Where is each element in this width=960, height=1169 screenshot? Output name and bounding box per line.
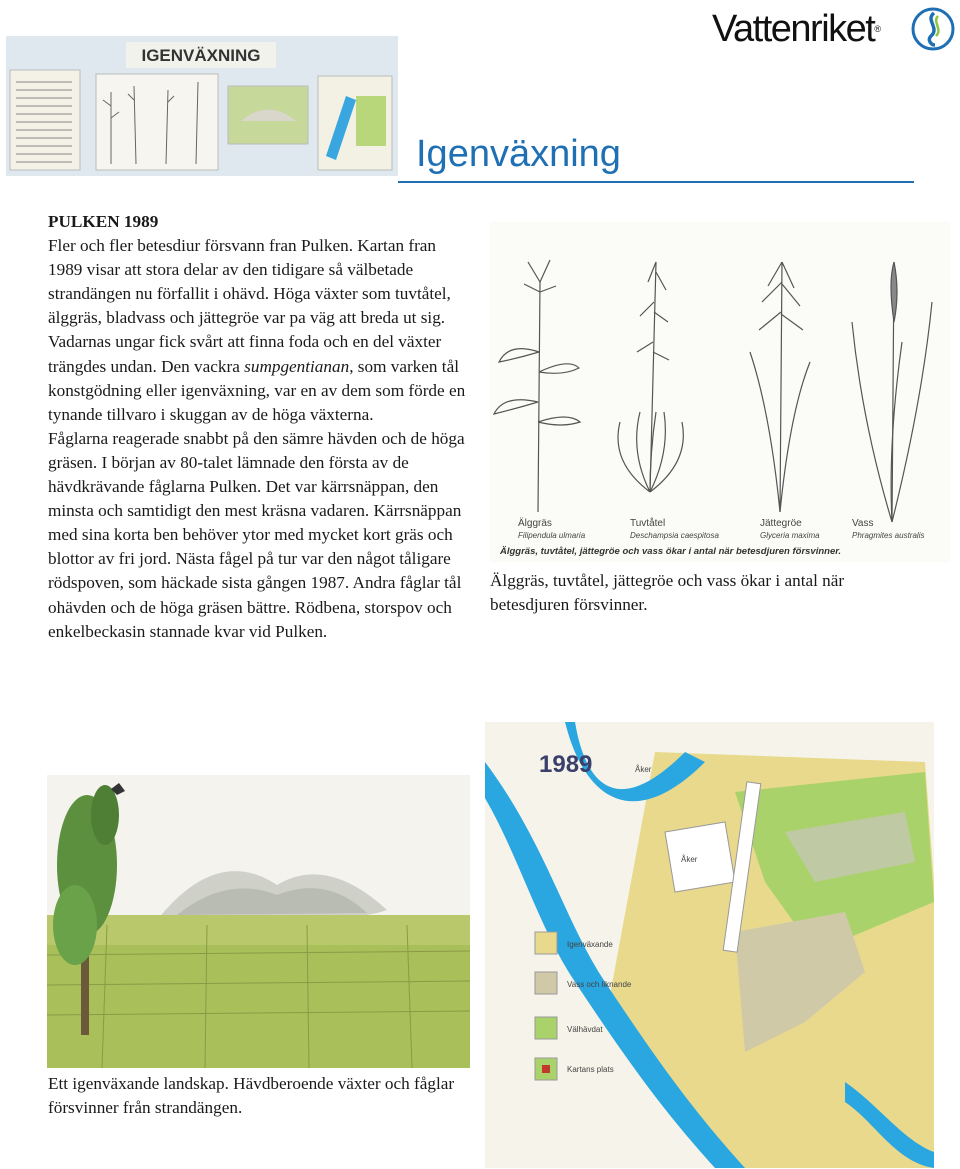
map-aker-label: Åker	[681, 855, 698, 864]
plant-name-tuvtatel: Tuvtåtel	[630, 518, 666, 529]
vattenriket-logo	[712, 6, 957, 52]
plants-illustration	[490, 222, 950, 562]
legend-swatch-igenvaxande	[535, 932, 557, 954]
legend-marker	[542, 1065, 550, 1073]
legend-label-igenvaxande: Igenväxande	[567, 940, 613, 949]
legend-label-valhavdat: Välhävdat	[567, 1025, 603, 1034]
map-1989	[485, 722, 934, 1168]
exhibit-photo	[6, 36, 398, 176]
legend-label-kartans-plats: Kartans plats	[567, 1065, 614, 1074]
exhibit-sign-title: IGENVÄXNING	[141, 46, 261, 65]
map-year: 1989	[539, 751, 593, 778]
map-aker-label: Åker	[635, 765, 652, 774]
plant-latin-alggras: Filipendula ulmaria	[518, 531, 586, 540]
article-text: Fler och fler betesdiur försvann fran Pulken. Kartan fran 1989 visar att stora delar av den tidigare så välbetade strandängen nu förfallit i ohävd. Höga växter som tuvtåtel, älggräs, bladvass och jättegröe var pa väg att breda ut sig. Vadarnas ungar fick svårt att finna foda och en del växter trängdes undan. Den vackra	[48, 236, 451, 376]
title-rule	[398, 181, 914, 183]
map-drawing	[485, 722, 934, 1168]
article-paragraph-2: Fåglarna reagerade snabbt på den sämre hävden och de höga gräsen. I början av 80-talet lämnade den första av de hävdkrävande fåglarna Pulken. Det var kärrsnäppan, den minsta och samtidigt den mest kräsna vadaren. Kärrsnäppan med sina korta ben behöver ytor med mycket kort gräs och blottor av fri jord. Nästa fågel på tur var den något tåligare rödspoven, som häckade sista gången 1987. Andra fåglar tål ohävden och de höga gräsen bättre. Rödbena, storspov och enkelbeckasin stannade kvar vid Pulken.	[48, 428, 465, 641]
legend-swatch-valhavdat	[535, 1017, 557, 1039]
plant-name-alggras: Älggräs	[518, 518, 552, 529]
plant-latin-vass: Phragmites australis	[852, 531, 925, 540]
landscape-photo	[47, 775, 470, 1068]
article-body	[48, 210, 468, 644]
plant-name-jattegroe: Jättegröe	[760, 518, 802, 529]
plant-name-vass: Vass	[852, 518, 874, 529]
plants-strip-caption: Älggräs, tuvtåtel, jättegröe och vass ökar i antal när betesdjuren försvinner.	[500, 546, 842, 557]
water-drop-icon	[910, 6, 956, 52]
exhibit-board-image	[6, 36, 398, 176]
article-heading: PULKEN 1989	[48, 212, 159, 231]
page-title: Igenväxning	[416, 133, 621, 175]
article-text: , som varken tål konstgödning eller igenväxning, var en av dem som förde en tynande tillvaro i skuggan av de höga växterna.	[48, 356, 466, 424]
plant-latin-tuvtatel: Deschampsia caespitosa	[630, 531, 719, 540]
legend-label-vass: Vass och liknande	[567, 980, 632, 989]
article-paragraph-1	[48, 234, 468, 427]
registered-mark: ®	[874, 24, 880, 34]
plants-drawing	[490, 222, 950, 562]
landscape-caption: Ett igenväxande landskap. Hävdberoende växter och fåglar försvinner från strandängen.	[48, 1074, 455, 1117]
landscape-image	[47, 775, 470, 1068]
legend-swatch-vass	[535, 972, 557, 994]
plant-latin-jattegroe: Glyceria maxima	[760, 531, 820, 540]
species-name: sumpgentianan	[244, 356, 350, 376]
logo-text	[712, 6, 879, 52]
logo-wordmark: Vattenriket	[712, 8, 875, 50]
plants-caption: Älggräs, tuvtåtel, jättegröe och vass ökar i antal när betesdjuren försvinner.	[490, 571, 845, 614]
